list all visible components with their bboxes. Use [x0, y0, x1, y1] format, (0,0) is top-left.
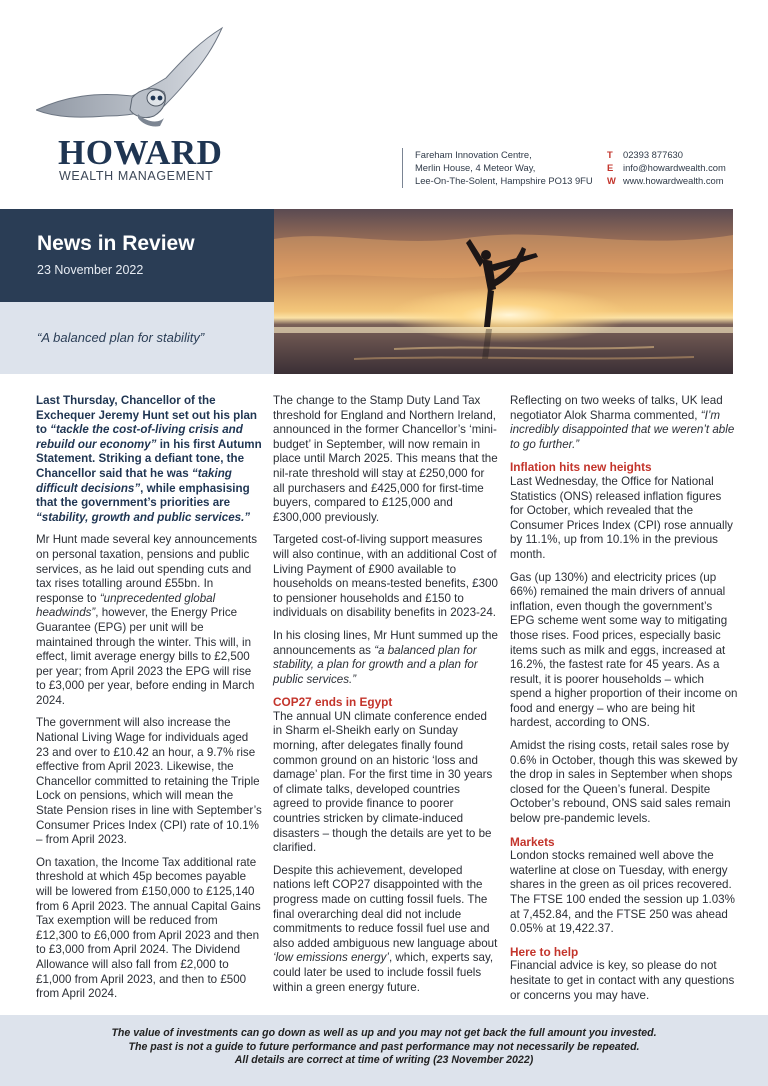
- paragraph: Targeted cost-of-living support measures will also continue, with an additional Cost of Living Payment of £900 available to households on means-tested benefits, £300 to pensioner households and £150 to individuals on disability benefits in 2023-24.: [273, 533, 498, 620]
- paragraph-quote: “I’m incredibly disappointed that we weren’t able to go further.”: [510, 408, 735, 451]
- disclaimer-footer: [0, 1015, 768, 1086]
- banner-quote: “A balanced plan for stability”: [37, 330, 205, 345]
- paragraph: Gas (up 130%) and electricity prices (up 66%) remained the main drivers of annual inflation, even though the government’s EPG scheme went some way to mitigating those rises. Food prices, especially basic items such as milk and eggs, increased at 16.2%, the fastest rate for 45 years. As a result, it is poorer households – which spend a higher proportion of their income on food and energy – who are being hit hardest, according to ONS.: [510, 570, 738, 730]
- paragraph-text: Despite this achievement, developed nations left COP27 disappointed with the progress made on cutting fossil fuels. The final overarching deal did not include commitments to reduce fossil fuel use and also added ambiguous new language about: [273, 863, 498, 950]
- lead-quote: “tackle the cost-of-living crisis and rebuild our economy”: [36, 423, 243, 451]
- disclaimer-line: The past is not a guide to future performance and past performance may not necessarily be repeated.: [128, 1040, 640, 1053]
- paragraph-quote: “a balanced plan for stability, a plan for growth and a plan for public services.”: [273, 643, 478, 686]
- brand-name: HOWARD: [58, 133, 223, 172]
- lead-quote: “stability, growth and public services.”: [36, 510, 251, 524]
- owl-logo-icon: [36, 26, 236, 136]
- disclaimer-line: All details are correct at time of writing (23 November 2022): [234, 1054, 534, 1066]
- paragraph-quote: ‘low emissions energy’: [273, 951, 389, 965]
- paragraph-text: , however, the Energy Price Guarantee (EPG) per unit will be maintained through the winter. This will, in effect, limit average energy bills to £2,500 per year; from April 2023 the EPG will rise to £3,000 per year, before ending in March 2024.: [36, 606, 255, 707]
- lead-text: , while emphasising that the government’s priorities are: [36, 481, 250, 510]
- address-line: Lee-On-The-Solent, Hampshire PO13 9FU: [415, 175, 593, 186]
- article-column-1: [36, 394, 262, 1010]
- paragraph: [273, 629, 499, 687]
- article-column-3: [510, 394, 738, 1011]
- article-column-2: [273, 394, 499, 1003]
- email-link[interactable]: info@howardwealth.com: [623, 162, 726, 173]
- paragraph-text: Mr Hunt made several key announcements on personal taxation, pensions and public services, as he laid out spending cuts and tax rises totalling around £55bn. In response to: [36, 533, 258, 605]
- section-heading-help: Here to help: [510, 944, 579, 959]
- phone-key: T: [607, 149, 613, 160]
- page-title: News in Review: [37, 232, 195, 255]
- web-key: W: [607, 175, 616, 186]
- paragraph: The change to the Stamp Duty Land Tax threshold for England and Northern Ireland, announced in the former Chancellor’s ‘mini-budget’ in September, will now remain in place until March 2025. This means that the nil-rate threshold will stay at £250,000 for all purchasers and £425,000 for first-time buyers, compared to £125,000 and £300,000 previously.: [273, 394, 498, 524]
- brand-subtitle: WEALTH MANAGEMENT: [59, 169, 214, 183]
- paragraph: [273, 864, 499, 995]
- yoga-sunset-photo: [274, 209, 733, 374]
- paragraph: Amidst the rising costs, retail sales rose by 0.6% in October, though this was skewed by the drop in sales in September when shops closed for the Queen’s funeral. Despite October’s rebound, ONS said sales remain below pre-pandemic levels.: [510, 739, 738, 826]
- paragraph: London stocks remained well above the waterline at close on Tuesday, with energy shares in the green as oil prices recovered. The FTSE 100 ended the session up 1.03% at 7,452.84, and the FTSE 250 was ahead 0.05% at 19,422.37.: [510, 849, 735, 936]
- section-heading-inflation: Inflation hits new heights: [510, 460, 652, 475]
- address-line: Merlin House, 4 Meteor Way,: [415, 162, 536, 173]
- disclaimer-line: The value of investments can go down as well as up and you may not get back the full amount you invested.: [111, 1027, 657, 1039]
- paragraph-text: , which, experts say, could later be used to include fossil fuels within a green energy future.: [273, 951, 494, 994]
- issue-date: 23 November 2022: [37, 263, 144, 277]
- paragraph: On taxation, the Income Tax additional rate threshold at which 45p becomes payable will be lowered from £150,000 to £125,140 from 6 April 2023. The annual Capital Gains Tax exemption will be reduced from £12,300 to £6,000 from April 2023 and then to £3,000 from April 2024. The Dividend Allowance will also fall from £2,000 to £1,000 from April 2023, and then to £500 from April 2024.: [36, 855, 261, 1001]
- contact-address: [402, 148, 593, 188]
- paragraph-text: In his closing lines, Mr Hunt summed up the announcements as: [273, 628, 498, 657]
- lead-quote: “taking difficult decisions”: [36, 466, 232, 495]
- website-link[interactable]: www.howardwealth.com: [623, 175, 724, 186]
- paragraph: The annual UN climate conference ended in Sharm el-Sheikh early on Sunday morning, after delegates finally found common ground on an historic ‘loss and damage’ plan. For the first time in 30 years of climate talks, developed countries agreed to provide finance to poorer countries stricken by climate-induced disasters – though the details are yet to be clarified.: [273, 709, 493, 855]
- lead-text: in his first Autumn Statement. Striking a defiant tone, the Chancellor said that he was: [36, 437, 262, 480]
- address-line: Fareham Innovation Centre,: [415, 149, 532, 160]
- paragraph: The government will also increase the National Living Wage for individuals aged 23 and over to £10.42 an hour, a 9.7% rise effective from April 2023. Likewise, the Chancellor committed to retaining the Triple Lock on pensions, which will mean the State Pension rises in line with September’s Consumer Prices Index (CPI) rate of 10.1% – from April 2023.: [36, 716, 262, 847]
- lead-text: Last Thursday, Chancellor of the Exchequer Jeremy Hunt set out his plan to: [36, 394, 257, 437]
- paragraph: Financial advice is key, so please do not hesitate to get in contact with any questions or concerns you may have.: [510, 959, 735, 1002]
- paragraph: Last Wednesday, the Office for National Statistics (ONS) released inflation figures for October, which revealed that the Consumer Prices Index (CPI) rose annually by 11.1%, up from 10.1% in the previous month.: [510, 474, 733, 561]
- paragraph: [36, 533, 262, 708]
- section-heading-markets: Markets: [510, 834, 555, 849]
- paragraph-text: Reflecting on two weeks of talks, UK lead negotiator Alok Sharma commented,: [510, 394, 723, 422]
- company-logo: [36, 26, 236, 186]
- email-key: E: [607, 162, 614, 173]
- section-heading-cop27: COP27 ends in Egypt: [273, 695, 393, 710]
- paragraph: [510, 394, 738, 452]
- contact-details: [607, 148, 726, 187]
- paragraph-quote: “unprecedented global headwinds”: [36, 591, 216, 620]
- phone-number[interactable]: 02393 877630: [623, 149, 683, 160]
- lead-paragraph: [36, 394, 262, 525]
